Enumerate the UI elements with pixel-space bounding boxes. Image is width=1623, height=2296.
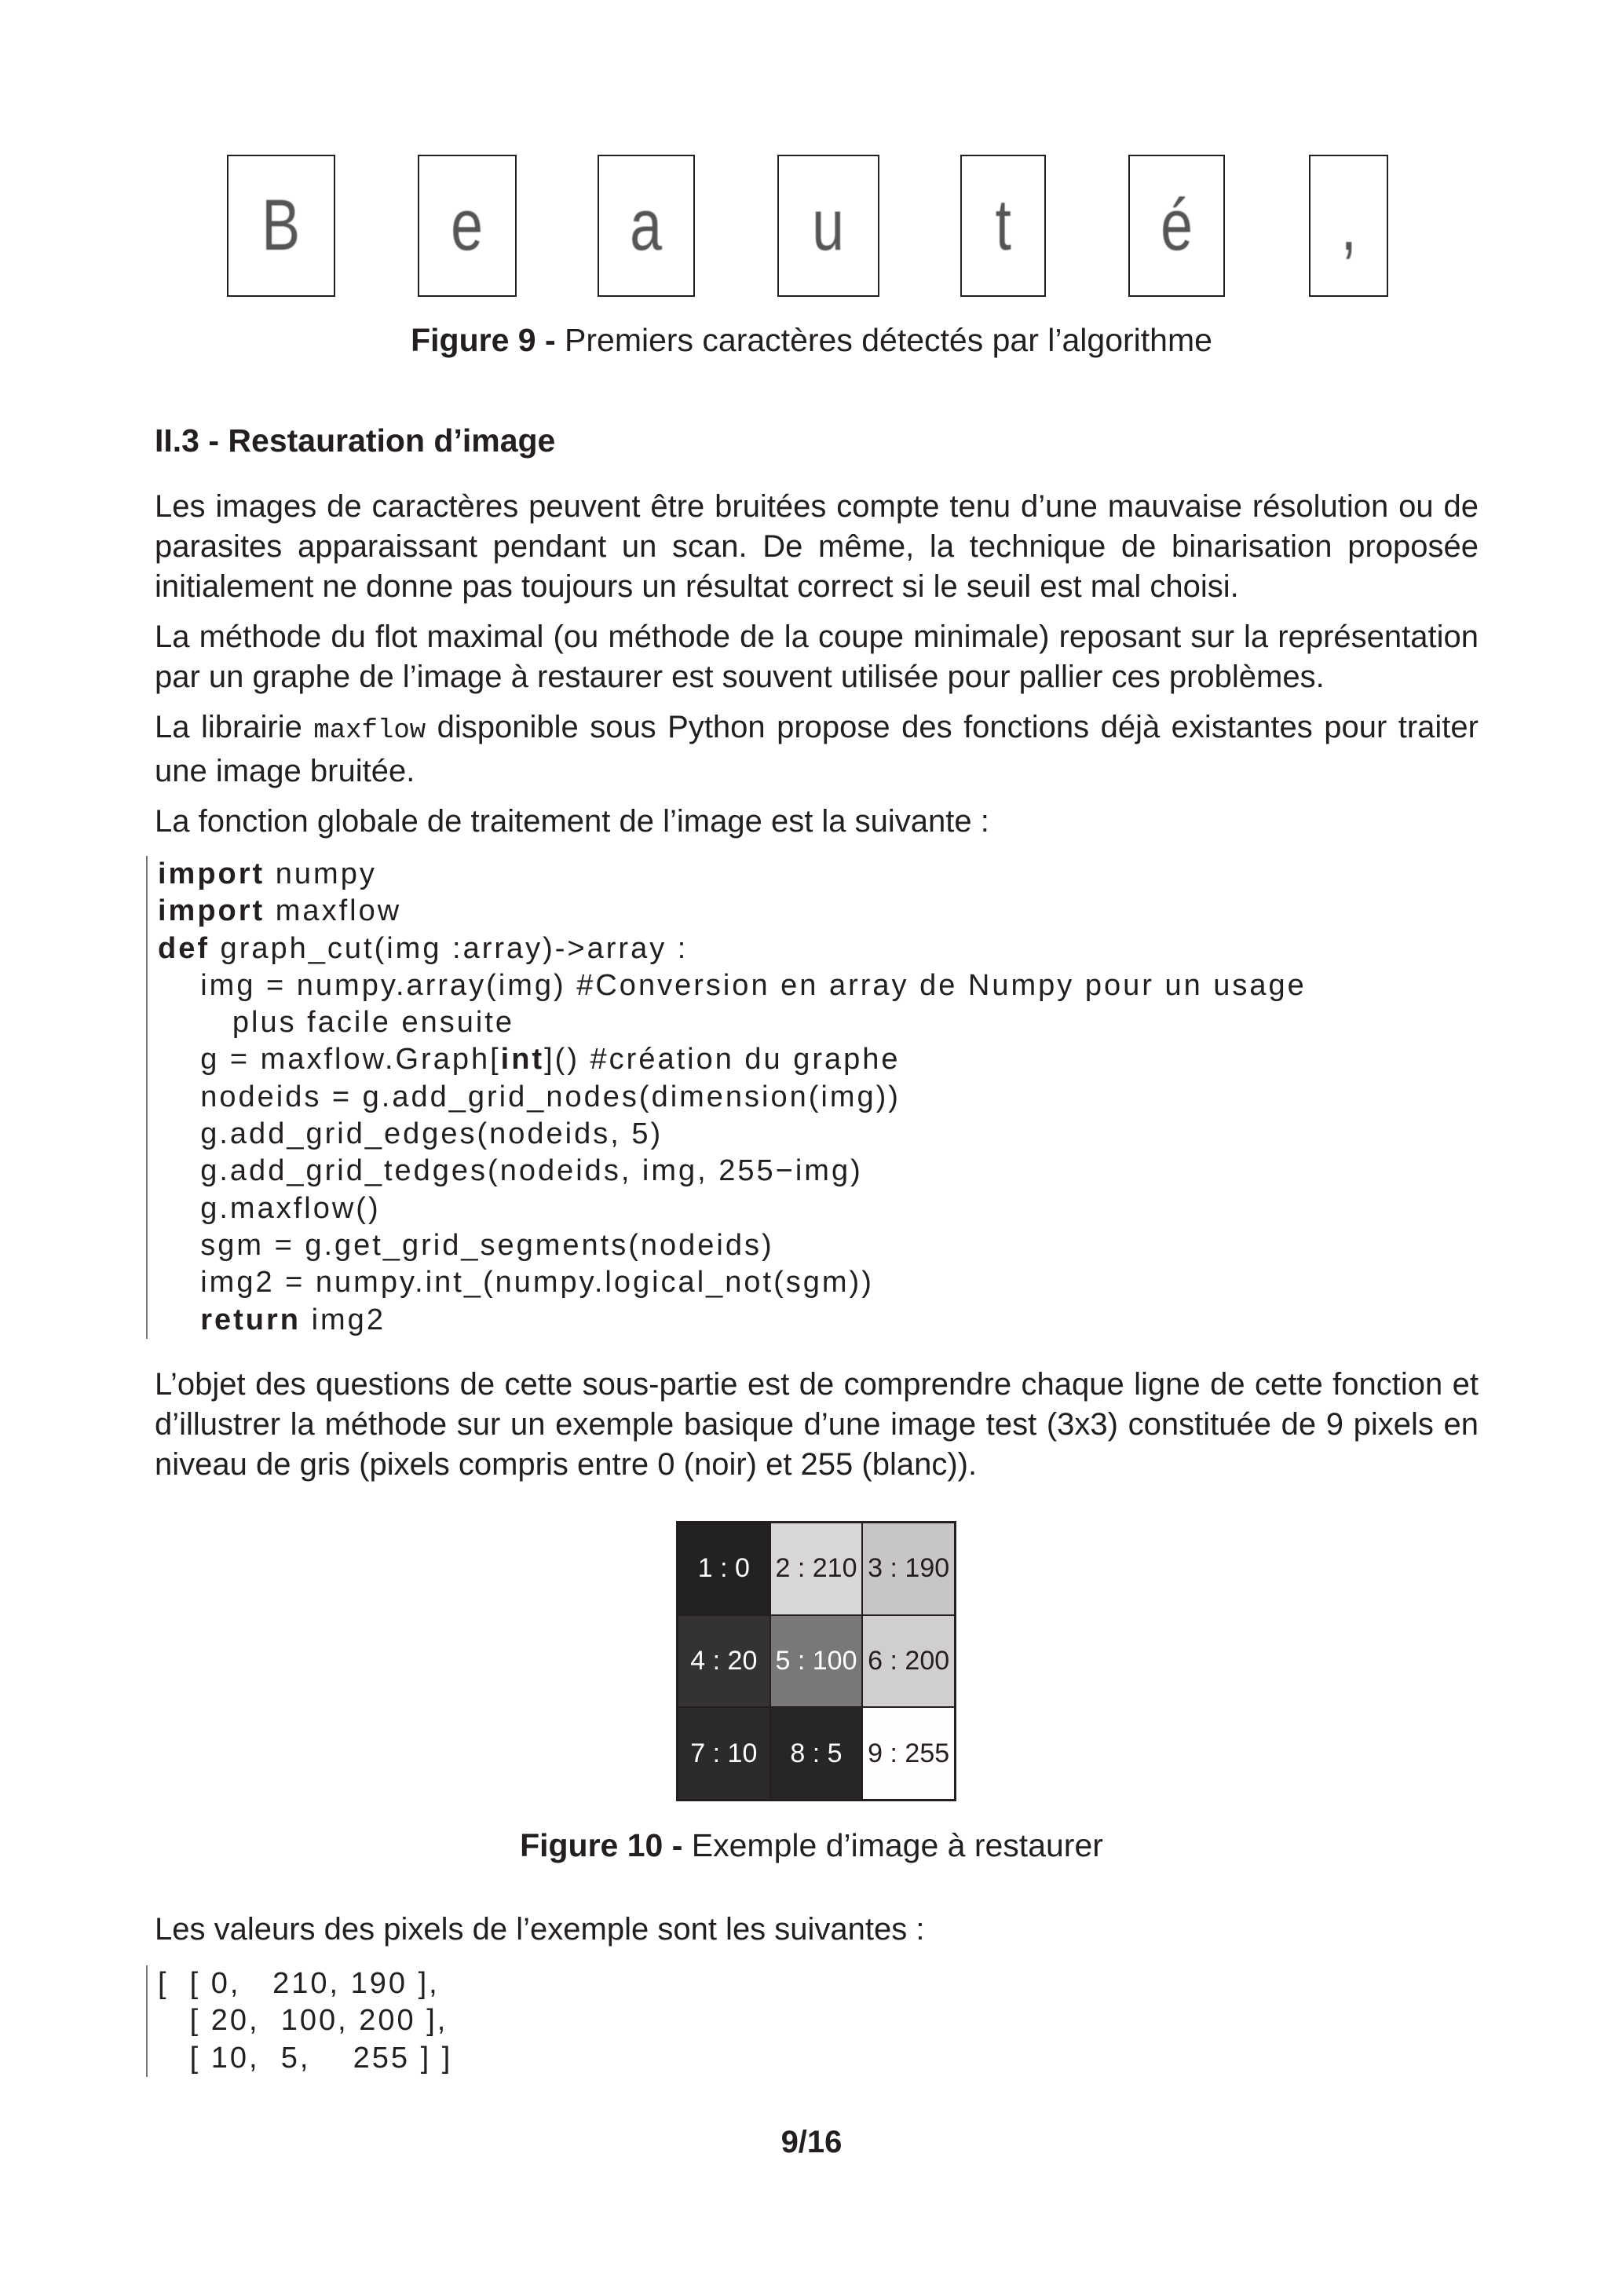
- section-heading: II.3 - Restauration d’image: [155, 422, 556, 459]
- character-box: [1128, 155, 1225, 297]
- inline-code-maxflow: maxflow: [313, 716, 426, 746]
- character-glyph: é: [1161, 185, 1193, 265]
- character-box: [777, 155, 879, 297]
- body-text: [155, 487, 1479, 842]
- pixel-cell: 2 : 210: [770, 1523, 863, 1615]
- figure-10-text: Exemple d’image à restaurer: [682, 1827, 1103, 1863]
- code-text: img = numpy.array(img) #Conversion en array de Numpy pour un usage: [158, 968, 1307, 1002]
- code-text: maxflow: [265, 894, 402, 928]
- pixel-cell: 9 : 255: [862, 1707, 955, 1800]
- figure-9-text: Premiers caractères détectés par l’algorithme: [555, 322, 1212, 358]
- pixel-cell: 4 : 20: [678, 1615, 770, 1708]
- code-line: [158, 930, 1307, 967]
- code-text: ]() #création du graphe: [544, 1043, 901, 1077]
- code-block-pixel-array: [146, 1965, 452, 2077]
- pixel-cell: 1 : 0: [678, 1523, 770, 1615]
- paragraph-5: L’objet des questions de cette sous-partie est de comprendre chaque ligne de cette fonction et d’illustrer la méthode sur un exemple basique d’une image test (3x3) constituée de 9 pixels en niveau de gris (pixels compris entre 0 (noir) et 255 (blanc)).: [155, 1367, 1479, 1482]
- character-glyph: ,: [1340, 185, 1357, 265]
- character-box: [227, 155, 335, 297]
- character-glyph: u: [812, 185, 845, 265]
- page-number: 9/16: [780, 2125, 843, 2159]
- code-line: [158, 1227, 1307, 1264]
- code-text: g = maxflow.Graph[: [158, 1043, 501, 1077]
- code-line: [158, 1264, 1307, 1301]
- character-box: [960, 155, 1046, 297]
- character-glyph: t: [995, 185, 1011, 265]
- paragraph-3-end: disponible sous Python propose des fonctions déjà existantes pour traiter une image bruitée.: [155, 710, 1479, 788]
- code-text: g.add_grid_tedges(nodeids, img, 255−img): [158, 1154, 863, 1188]
- code-text: img2 = numpy.int_(numpy.logical_not(sgm)): [158, 1266, 874, 1300]
- code-block-graph-cut: [146, 856, 1307, 1339]
- code-line: [158, 1041, 1307, 1078]
- code-text: graph_cut(img :array)->array :: [210, 931, 689, 965]
- paragraph-3-start: La librairie: [155, 710, 314, 744]
- character-box: [418, 155, 517, 297]
- figure-9-caption: [0, 322, 1623, 359]
- character-glyph: e: [451, 185, 484, 265]
- pixel-cell: 3 : 190: [862, 1523, 955, 1615]
- paragraph-2: La méthode du flot maximal (ou méthode de la coupe minimale) reposant sur la représentation par un graphe de l’image à restaurer est souvent utilisée pour pallier ces problèmes.: [155, 620, 1479, 694]
- code-text: img2: [301, 1303, 386, 1336]
- code-line: [158, 1190, 1307, 1227]
- figure-9-label: Figure 9 -: [411, 322, 556, 358]
- code-text: plus facile ensuite: [158, 1006, 514, 1040]
- array-line: [ 10, 5, 255 ] ]: [158, 2041, 453, 2075]
- code-line: [158, 1079, 1307, 1116]
- character-glyph: a: [630, 185, 663, 265]
- code-line: [158, 1153, 1307, 1190]
- code-text: nodeids = g.add_grid_nodes(dimension(img)): [158, 1080, 901, 1113]
- figure-10-pixel-grid: [676, 1521, 956, 1801]
- code-line: [158, 856, 1307, 893]
- paragraph-4: La fonction globale de traitement de l’image est la suivante :: [155, 804, 989, 839]
- code-text: numpy: [265, 857, 377, 890]
- paragraph-3: [155, 707, 1479, 792]
- pixel-cell: 7 : 10: [678, 1707, 770, 1800]
- code-keyword: import: [158, 894, 265, 928]
- character-glyph: B: [261, 185, 301, 265]
- figure-10-label: Figure 10 -: [520, 1827, 683, 1863]
- code-keyword: int: [500, 1043, 545, 1077]
- code-text: g.maxflow(): [158, 1191, 381, 1225]
- character-box: [598, 155, 695, 297]
- array-line: [ [ 0, 210, 190 ],: [158, 1967, 440, 2000]
- code-keyword: def: [158, 931, 210, 965]
- code-line: [158, 967, 1307, 1004]
- code-text: [158, 1303, 200, 1336]
- code-line: [158, 893, 1307, 930]
- code-text: sgm = g.get_grid_segments(nodeids): [158, 1228, 774, 1262]
- paragraph-1: Les images de caractères peuvent être bruitées compte tenu d’une mauvaise résolution ou de parasites apparaissant pendant un scan. De même, la technique de binarisation proposée initialement ne donne pas toujours un résultat correct si le seuil est mal choisi.: [155, 489, 1479, 604]
- figure-10-caption: [0, 1827, 1623, 1864]
- pixel-cell: 8 : 5: [770, 1707, 863, 1800]
- code-keyword: import: [158, 857, 265, 890]
- code-line: [158, 1302, 1307, 1339]
- paragraph-6: Les valeurs des pixels de l’exemple sont les suivantes :: [155, 1912, 925, 1947]
- array-line: [ 20, 100, 200 ],: [158, 2004, 448, 2038]
- character-box: [1309, 155, 1388, 297]
- pixel-cell: 6 : 200: [862, 1615, 955, 1708]
- code-line: [158, 1116, 1307, 1153]
- code-text: g.add_grid_edges(nodeids, 5): [158, 1117, 663, 1151]
- code-keyword: return: [200, 1303, 302, 1336]
- code-line: [158, 1004, 1307, 1041]
- pixel-cell: 5 : 100: [770, 1615, 863, 1708]
